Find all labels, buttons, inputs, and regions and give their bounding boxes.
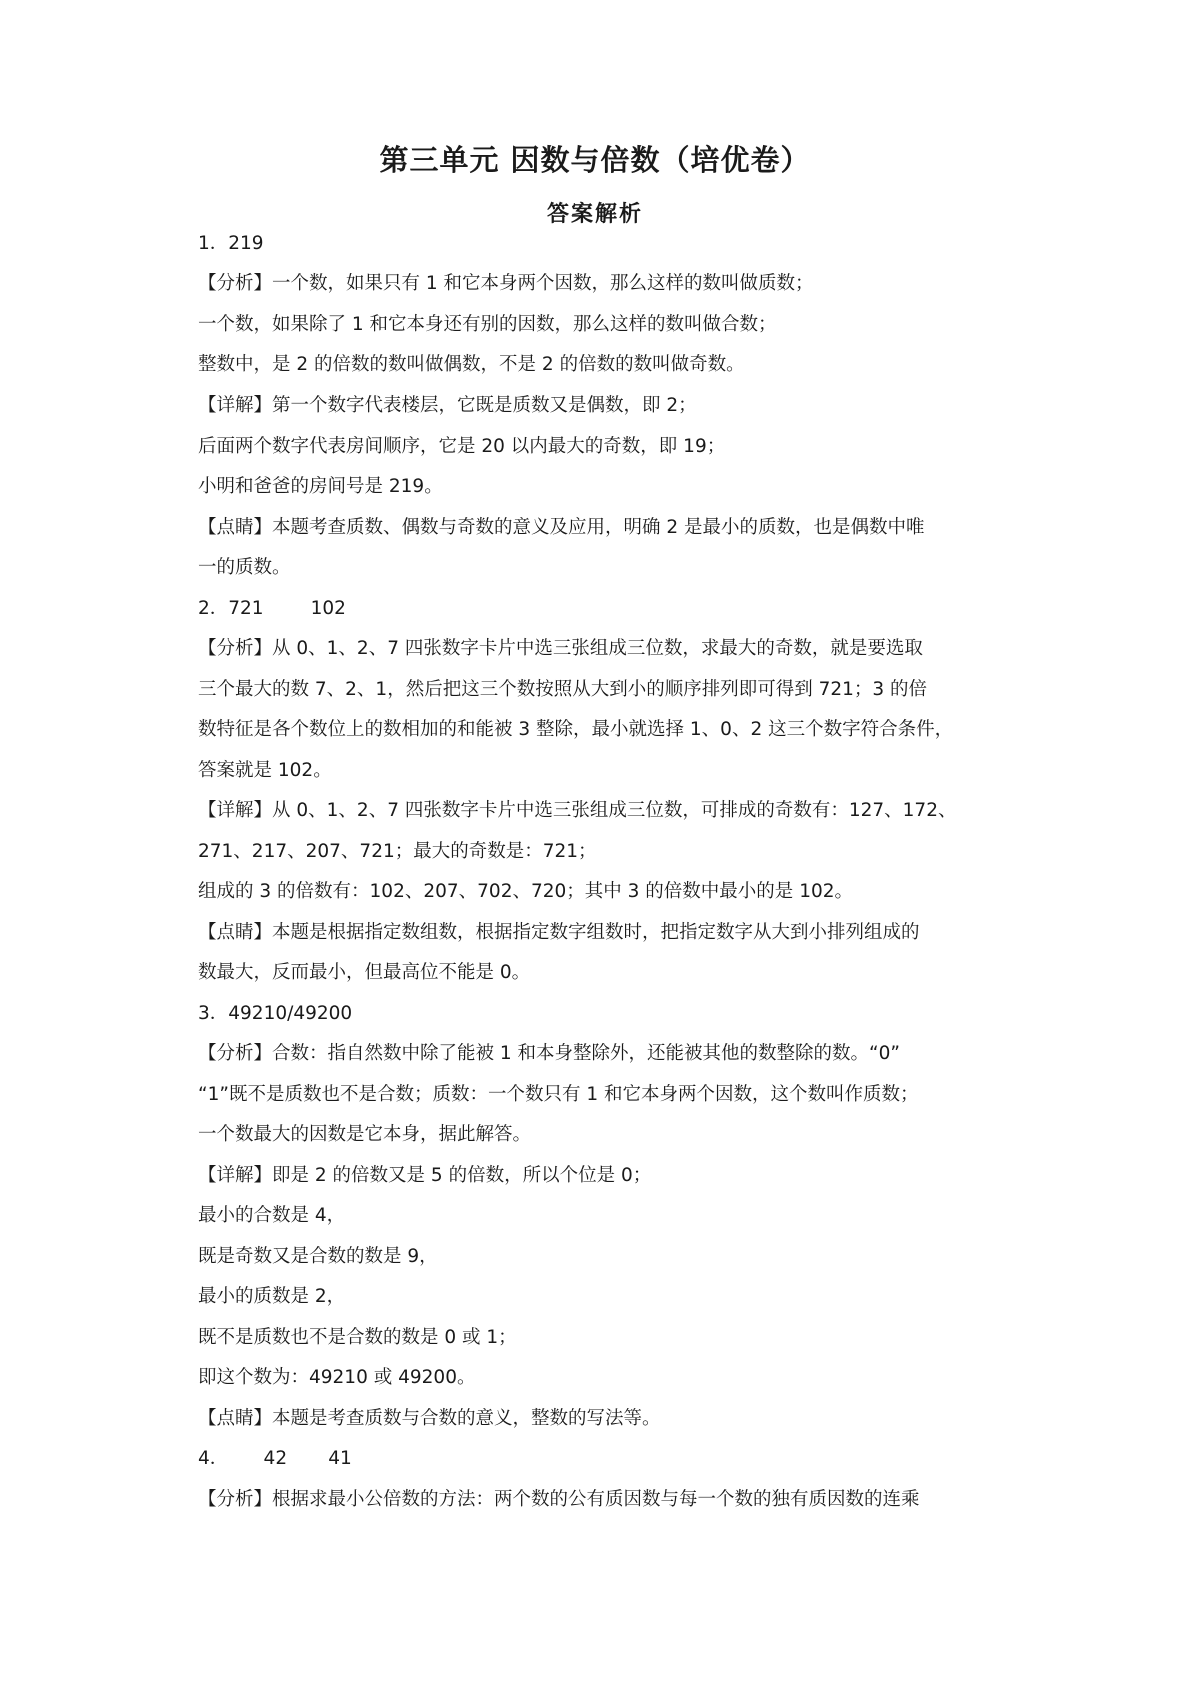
comment-line: 一的质数。 <box>198 557 291 578</box>
detail-line: 后面两个数字代表房间顺序，它是 20 以内最大的奇数，即 19； <box>198 436 726 457</box>
analysis-line: 【分析】合数：指自然数中除了能被 1 和本身整除外，还能被其他的数整除的数。“0” <box>198 1043 900 1064</box>
analysis-line: 答案就是 102。 <box>198 760 332 781</box>
detail-line: 【详解】从 0、1、2、7 四张数字卡片中选三张组成三位数，可排成的奇数有：127、172、 <box>198 800 957 821</box>
answer-line: 3．49210/49200 <box>198 1003 353 1024</box>
analysis-line: 【分析】根据求最小公倍数的方法：两个数的公有质因数与每一个数的独有质因数的连乘 <box>198 1489 920 1510</box>
detail-line: 【详解】第一个数字代表楼层，它既是质数又是偶数，即 2； <box>198 395 697 416</box>
answer-line: 4． 42 41 <box>198 1448 352 1469</box>
answer-line: 1．219 <box>198 233 264 254</box>
analysis-line: 三个最大的数 7、2、1，然后把这三个数按照从大到小的顺序排列即可得到 721；3 的倍 <box>198 679 928 700</box>
comment-line: 【点睛】本题是根据指定数组数，根据指定数字组数时，把指定数字从大到小排列组成的 <box>198 922 920 943</box>
comment-line: 【点睛】本题是考查质数与合数的意义，整数的写法等。 <box>198 1408 661 1429</box>
page-title: 第三单元 因数与倍数（培优卷） <box>379 143 811 177</box>
answer-line: 2．721 102 <box>198 598 346 619</box>
detail-line: 即这个数为：49210 或 49200。 <box>198 1367 476 1388</box>
analysis-line: 【分析】一个数，如果只有 1 和它本身两个因数，那么这样的数叫做质数； <box>198 273 814 294</box>
analysis-line: 一个数最大的因数是它本身，据此解答。 <box>198 1124 532 1145</box>
analysis-line: 一个数，如果除了 1 和它本身还有别的因数，那么这样的数叫做合数； <box>198 314 777 335</box>
analysis-line: “1”既不是质数也不是合数；质数：一个数只有 1 和它本身两个因数，这个数叫作质数； <box>198 1084 919 1105</box>
detail-line: 最小的质数是 2， <box>198 1286 346 1307</box>
detail-line: 组成的 3 的倍数有：102、207、702、720；其中 3 的倍数中最小的是 102。 <box>198 881 853 902</box>
analysis-line: 整数中，是 2 的倍数的数叫做偶数，不是 2 的倍数的数叫做奇数。 <box>198 354 745 375</box>
detail-line: 既不是质数也不是合数的数是 0 或 1； <box>198 1327 517 1348</box>
analysis-line: 【分析】从 0、1、2、7 四张数字卡片中选三张组成三位数，求最大的奇数，就是要选取 <box>198 638 923 659</box>
detail-line: 小明和爸爸的房间号是 219。 <box>198 476 443 497</box>
comment-line: 数最大，反而最小，但最高位不能是 0。 <box>198 962 531 983</box>
page-subtitle: 答案解析 <box>546 202 643 227</box>
detail-line: 271、217、207、721；最大的奇数是：721； <box>198 841 597 862</box>
detail-line: 最小的合数是 4， <box>198 1205 346 1226</box>
analysis-line: 数特征是各个数位上的数相加的和能被 3 整除，最小就选择 1、0、2 这三个数字符合条件， <box>198 719 954 740</box>
detail-line: 既是奇数又是合数的数是 9， <box>198 1246 438 1267</box>
comment-line: 【点睛】本题考查质数、偶数与奇数的意义及应用，明确 2 是最小的质数，也是偶数中唯 <box>198 517 925 538</box>
detail-line: 【详解】即是 2 的倍数又是 5 的倍数，所以个位是 0； <box>198 1165 652 1186</box>
